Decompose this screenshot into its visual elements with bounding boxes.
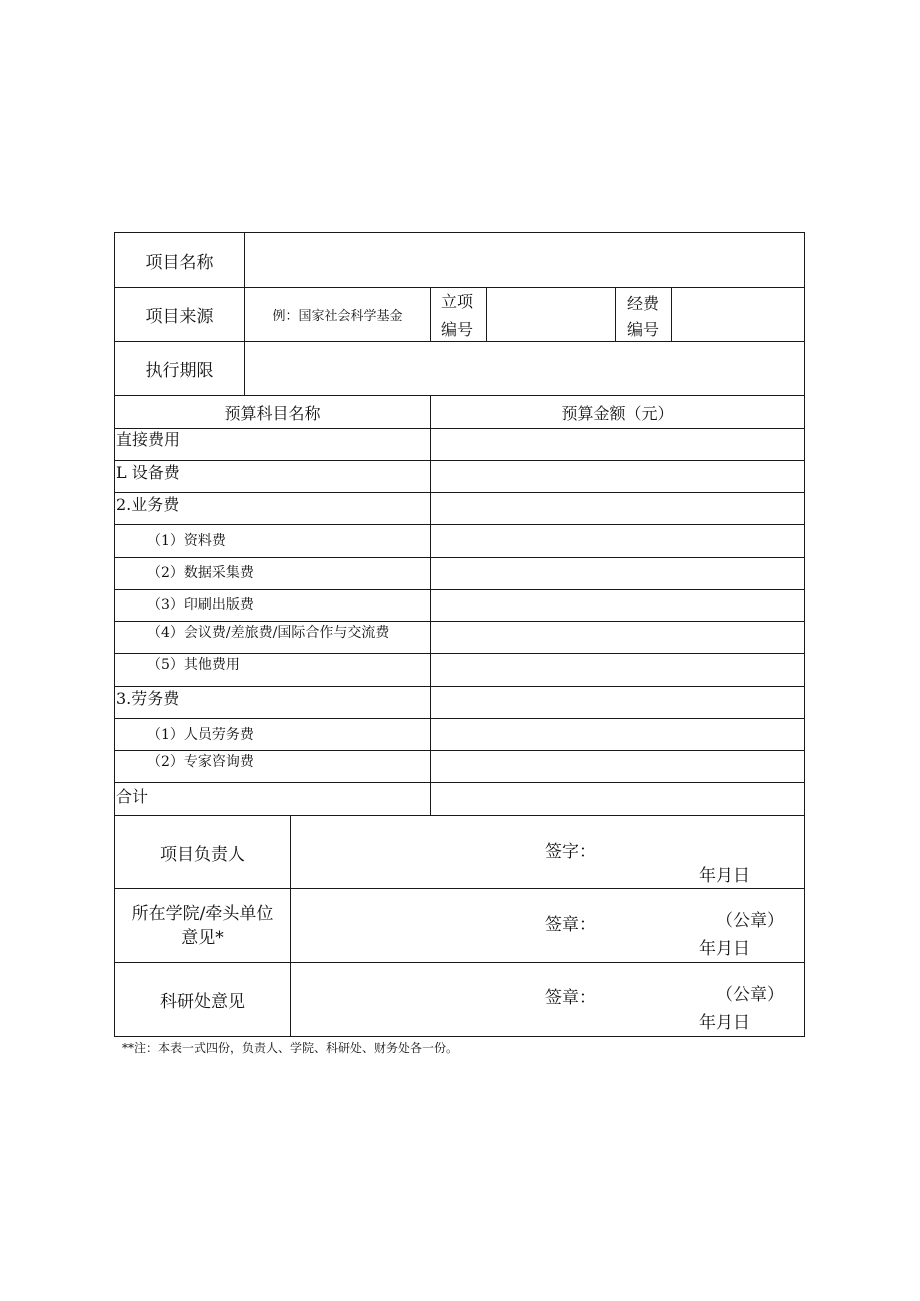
budget-row-label: （5）其他费用 xyxy=(147,657,240,673)
col-divider xyxy=(430,287,431,342)
budget-row-label: （4）会议费/差旅费/国际合作与交流费 xyxy=(147,625,390,641)
office-seal-label: 签章： xyxy=(545,988,596,1008)
college-official-seal-label: （公章） xyxy=(716,911,784,931)
budget-amount-header: 预算金额（元） xyxy=(561,403,674,423)
budget-amount-field[interactable] xyxy=(431,654,804,686)
college-date-label: 年月日 xyxy=(699,939,750,959)
footnote: **注：本表一式四份，负责人、学院、科研处、财务处各一份。 xyxy=(122,1041,459,1055)
budget-row-label: 2.业务费 xyxy=(116,495,180,514)
budget-row-label: （1）资料费 xyxy=(147,533,226,549)
budget-amount-field[interactable] xyxy=(431,590,804,621)
budget-row-label: （2）数据采集费 xyxy=(147,565,254,581)
budget-row-label: （3）印刷出版费 xyxy=(147,597,254,613)
budget-item-header: 预算科目名称 xyxy=(224,403,321,423)
project-name-label: 项目名称 xyxy=(145,252,214,273)
period-field[interactable] xyxy=(245,342,804,395)
budget-amount-field[interactable] xyxy=(431,751,804,782)
budget-amount-field[interactable] xyxy=(431,558,804,589)
office-official-seal-label: （公章） xyxy=(716,985,784,1005)
budget-total-label: 合计 xyxy=(116,787,149,806)
budget-row-label: （1）人员劳务费 xyxy=(147,727,254,743)
budget-row-label: （2）专家咨询费 xyxy=(147,754,254,770)
budget-row-label: 直接费用 xyxy=(116,430,181,449)
budget-row-label: 3.劳务费 xyxy=(116,689,180,708)
budget-amount-field[interactable] xyxy=(431,719,804,750)
budget-amount-field[interactable] xyxy=(431,687,804,718)
approval-no-label-line2: 编号 xyxy=(441,320,474,339)
period-label: 执行期限 xyxy=(145,361,214,381)
table-right-border xyxy=(804,232,805,1037)
research-office-label: 科研处意见 xyxy=(160,992,245,1012)
table-bottom-border xyxy=(114,1036,805,1037)
college-seal-label: 签章： xyxy=(545,915,596,935)
leader-label: 项目负责人 xyxy=(160,844,245,865)
college-label xyxy=(115,889,290,962)
funding-no-label-line2: 编号 xyxy=(627,320,660,339)
project-source-field[interactable]: 例：国家社会科学基金 xyxy=(272,309,403,324)
college-label-line2: 意见* xyxy=(181,927,224,948)
col-divider xyxy=(615,287,616,342)
budget-amount-field[interactable] xyxy=(431,429,804,460)
budget-row-label: L 设备费 xyxy=(116,463,180,482)
funding-no-label-line1: 经费 xyxy=(627,294,660,313)
project-source-label: 项目来源 xyxy=(145,307,214,327)
budget-amount-field[interactable] xyxy=(431,493,804,524)
leader-sign-label: 签字： xyxy=(545,842,596,862)
budget-amount-field[interactable] xyxy=(431,461,804,492)
budget-amount-field[interactable] xyxy=(431,525,804,557)
leader-date-label: 年月日 xyxy=(699,866,750,886)
funding-no-field[interactable] xyxy=(672,288,804,341)
college-label-line1: 所在学院/牵头单位 xyxy=(131,903,274,924)
approval-no-field[interactable] xyxy=(487,288,615,341)
budget-amount-field[interactable] xyxy=(431,622,804,653)
project-name-field[interactable] xyxy=(245,233,804,287)
office-date-label: 年月日 xyxy=(699,1013,750,1033)
approval-no-label-line1: 立项 xyxy=(441,292,474,311)
budget-total-field[interactable] xyxy=(431,783,804,815)
